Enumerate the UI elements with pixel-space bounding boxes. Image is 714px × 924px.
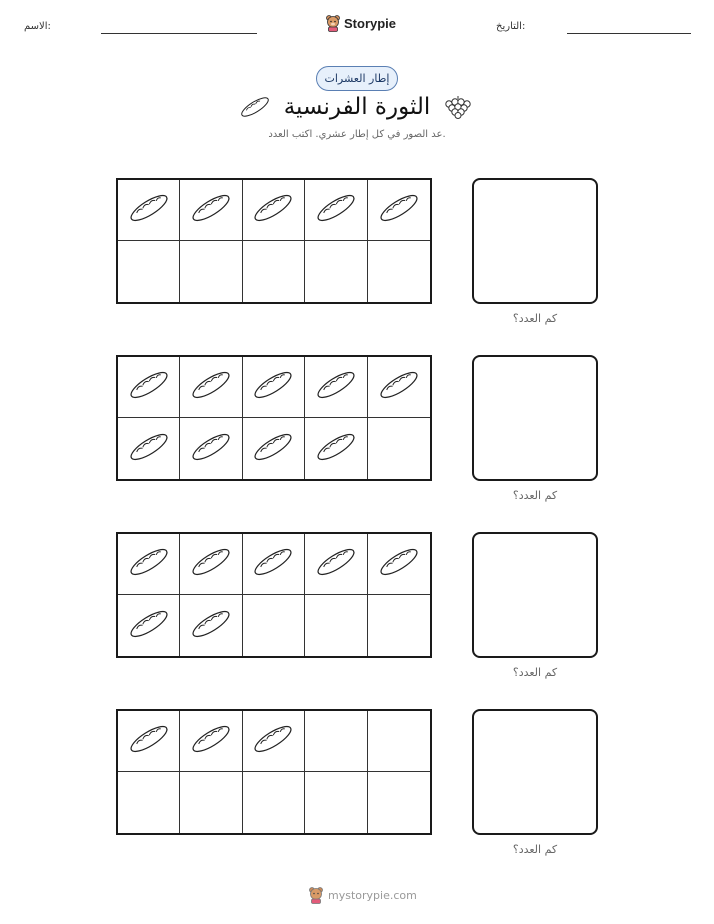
baguette-icon (188, 546, 234, 582)
ten-frame-cell (243, 711, 305, 772)
baguette-icon (126, 192, 172, 228)
ten-frame-cell (243, 772, 305, 833)
baguette-icon (126, 608, 172, 644)
ten-frame-cell (243, 595, 305, 656)
ten-frame-cell (305, 357, 367, 418)
baguette-icon (188, 431, 234, 467)
ten-frame-cell (243, 357, 305, 418)
ten-frame-cell (118, 534, 180, 595)
date-write-line (567, 33, 691, 34)
ten-frame-cell (368, 357, 430, 418)
page-title: الثورة الفرنسية (283, 94, 431, 120)
ten-frame-cell (118, 711, 180, 772)
ten-frame-cell (180, 418, 242, 479)
baguette-icon (188, 608, 234, 644)
baguette-icon (250, 723, 296, 759)
ten-frame-cell (243, 241, 305, 302)
ten-frame-cell (368, 772, 430, 833)
ten-frame-cell (180, 772, 242, 833)
baguette-icon (376, 369, 422, 405)
date-label: التاريخ: (496, 21, 526, 32)
baguette-icon (250, 546, 296, 582)
ten-frame-cell (305, 534, 367, 595)
name-label: الاسم: (24, 21, 51, 32)
answer-question: كم العدد؟ (512, 666, 558, 679)
ten-frame-cell (180, 357, 242, 418)
ten-frame-cell (118, 595, 180, 656)
footer (308, 884, 417, 906)
baguette-icon (126, 723, 172, 759)
baguette-icon (250, 369, 296, 405)
ten-frame-cell (180, 595, 242, 656)
baguette-icon (126, 546, 172, 582)
ten-frame (116, 355, 432, 481)
ten-frame-cell (243, 180, 305, 241)
baguette-icon (188, 369, 234, 405)
ten-frame-cell (118, 418, 180, 479)
ten-frame-cell (180, 180, 242, 241)
ten-frame-cell (368, 534, 430, 595)
baguette-icon (376, 546, 422, 582)
ten-frame-cell (305, 711, 367, 772)
ten-frame-cell (305, 418, 367, 479)
worksheet-type-badge: إطار العشرات (316, 66, 398, 91)
ten-frame-cell (305, 772, 367, 833)
ten-frame-cell (180, 241, 242, 302)
ten-frame (116, 178, 432, 304)
answer-question: كم العدد؟ (512, 489, 558, 502)
bear-logo-icon (308, 886, 324, 904)
baguette-icon (313, 546, 359, 582)
baguette-icon (313, 192, 359, 228)
instructions: عد الصور في كل إطار عشري. اكتب العدد. (268, 129, 446, 140)
ten-frame-cell (368, 180, 430, 241)
baguette-icon (376, 192, 422, 228)
grapes-icon (442, 95, 472, 119)
answer-box[interactable] (472, 709, 598, 835)
ten-frame (116, 532, 432, 658)
baguette-icon (250, 192, 296, 228)
footer-url: mystorypie.com (328, 888, 417, 902)
answer-box[interactable] (472, 178, 598, 304)
ten-frame-cell (368, 241, 430, 302)
ten-frame-cell (305, 595, 367, 656)
ten-frame-cell (118, 180, 180, 241)
ten-frame-cell (243, 418, 305, 479)
baguette-icon (126, 431, 172, 467)
ten-frame-cell (180, 534, 242, 595)
ten-frame-cell (305, 180, 367, 241)
baguette-icon (188, 723, 234, 759)
baguette-icon (188, 192, 234, 228)
ten-frame-cell (180, 711, 242, 772)
ten-frame-cell (243, 534, 305, 595)
answer-question: كم العدد؟ (512, 312, 558, 325)
bear-logo-icon (325, 14, 341, 32)
brand-logo (325, 12, 396, 34)
ten-frame-cell (368, 595, 430, 656)
ten-frame (116, 709, 432, 835)
ten-frame-cell (368, 711, 430, 772)
ten-frame-cell (118, 241, 180, 302)
baguette-icon (313, 431, 359, 467)
ten-frame-cell (368, 418, 430, 479)
ten-frame-cell (118, 357, 180, 418)
baguette-icon (126, 369, 172, 405)
baguette-icon (238, 92, 272, 122)
answer-box[interactable] (472, 355, 598, 481)
answer-box[interactable] (472, 532, 598, 658)
ten-frame-cell (305, 241, 367, 302)
answer-question: كم العدد؟ (512, 843, 558, 856)
name-write-line (101, 33, 257, 34)
baguette-icon (250, 431, 296, 467)
ten-frame-cell (118, 772, 180, 833)
brand-name: Storypie (344, 15, 397, 31)
baguette-icon (313, 369, 359, 405)
